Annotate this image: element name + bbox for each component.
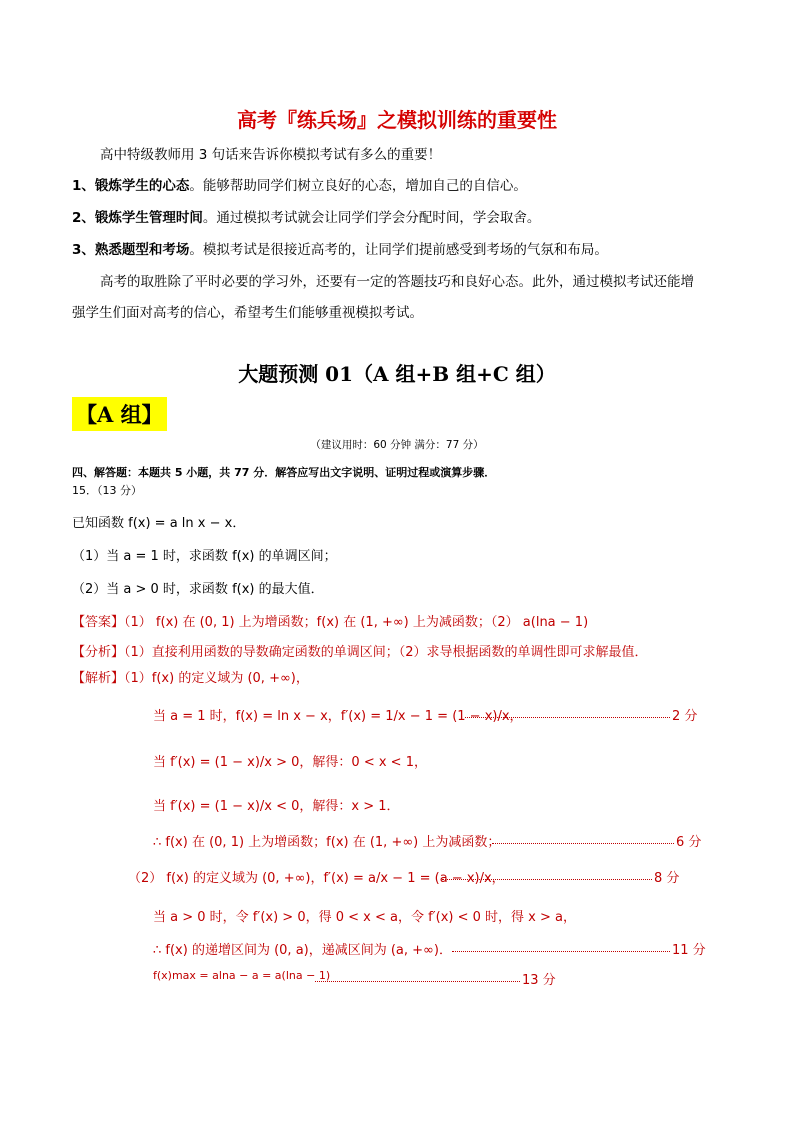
point-bold: 锻炼学生管理时间 — [94, 210, 203, 226]
point-1 — [72, 176, 527, 196]
closing-line-2: 强学生们面对高考的信心，希望考生们能够重视模拟考试。 — [72, 305, 423, 321]
score-9: 13 分 — [522, 973, 556, 988]
point-bold: 熟悉题型和考场 — [94, 242, 190, 258]
score-2: 2 分 — [672, 709, 698, 724]
analysis-label: 【分析】 — [72, 645, 125, 660]
solution-label: 【解析】 — [72, 671, 125, 686]
analysis-row — [72, 641, 648, 660]
dotted-leader — [315, 981, 520, 982]
point-3 — [72, 240, 608, 260]
point-2 — [72, 208, 540, 228]
score-8: 11 分 — [672, 943, 706, 958]
point-text: 。通过模拟考试就会让同学们学会分配时间，学会取舍。 — [202, 210, 541, 226]
point-text: 。模拟考试是很接近高考的，让同学们提前感受到考场的气氛和布局。 — [189, 242, 608, 258]
answer-row — [72, 611, 588, 630]
time-note: （建议用时：60 分钟 满分：77 分） — [310, 439, 484, 451]
solution-line-1: （1）f(x) 的定义域为 (0, +∞)， — [124, 671, 309, 686]
solution-line-3: 当 f′(x) = (1 − x)/x > 0，解得：0 < x < 1， — [153, 755, 427, 770]
closing-line-1: 高考的取胜除了平时必要的学习外，还要有一定的答题技巧和良好心态。此外，通过模拟考试还能增 — [100, 274, 694, 290]
group-tag: 【A 组】 — [72, 397, 167, 431]
question-number: 15．（13 分） — [72, 484, 142, 497]
point-bold: 锻炼学生的心态 — [94, 178, 190, 194]
answer-label: 【答案】 — [72, 615, 125, 630]
point-num: 3、 — [72, 242, 95, 258]
point-num: 1、 — [72, 178, 95, 194]
page-title: 高考『练兵场』之模拟训练的重要性 — [237, 108, 557, 132]
dotted-leader — [442, 879, 652, 880]
question-stem: 已知函数 f(x) = a ln x − x． — [72, 516, 246, 531]
instruction: 四、解答题：本题共 5 小题，共 77 分．解答应写出文字说明、证明过程或演算步骤． — [72, 466, 496, 479]
score-6: 8 分 — [654, 871, 680, 886]
analysis-text: （1）直接利用函数的导数确定函数的单调区间；（2）求导根据函数的单调性即可求解最值． — [124, 645, 648, 660]
dotted-leader — [452, 951, 670, 952]
solution-line-6: （2） f(x) 的定义域为 (0, +∞)，f′(x) = a/x − 1 = (a − x)/x， — [128, 871, 505, 886]
question-part-2: （2）当 a > 0 时，求函数 f(x) 的最大值． — [72, 582, 324, 597]
dotted-leader — [465, 717, 670, 718]
intro-text: 高中特级教师用 3 句话来告诉你模拟考试有多么的重要！ — [100, 147, 442, 163]
solution-line-2: 当 a = 1 时，f(x) = ln x − x，f′(x) = 1/x − 1 = (1 − x)/x， — [153, 709, 523, 724]
solution-line-9: f(x)max = alna − a = a(lna − 1) — [153, 969, 331, 982]
point-text: 。能够帮助同学们树立良好的心态，增加自己的自信心。 — [189, 178, 527, 194]
answer-text: （1） f(x) 在 (0, 1) 上为增函数；f(x) 在 (1, +∞) 上为减函数；（2） a(lna − 1) — [124, 615, 589, 630]
solution-row — [72, 667, 309, 686]
section-title: 大题预测 01（A 组+B 组+C 组） — [238, 362, 556, 386]
point-num: 2、 — [72, 210, 95, 226]
solution-line-7: 当 a > 0 时，令 f′(x) > 0，得 0 < x < a，令 f′(x) < 0 时，得 x > a， — [153, 910, 576, 925]
question-part-1: （1）当 a = 1 时，求函数 f(x) 的单调区间； — [72, 549, 337, 564]
solution-line-5: ∴ f(x) 在 (0, 1) 上为增函数；f(x) 在 (1, +∞) 上为减函数； — [153, 835, 501, 850]
solution-line-4: 当 f′(x) = (1 − x)/x < 0，解得：x > 1． — [153, 799, 400, 814]
solution-line-8: ∴ f(x) 的递增区间为 (0, a)，递减区间为 (a, +∞)． — [153, 943, 452, 958]
score-5: 6 分 — [676, 835, 702, 850]
dotted-leader — [492, 843, 674, 844]
